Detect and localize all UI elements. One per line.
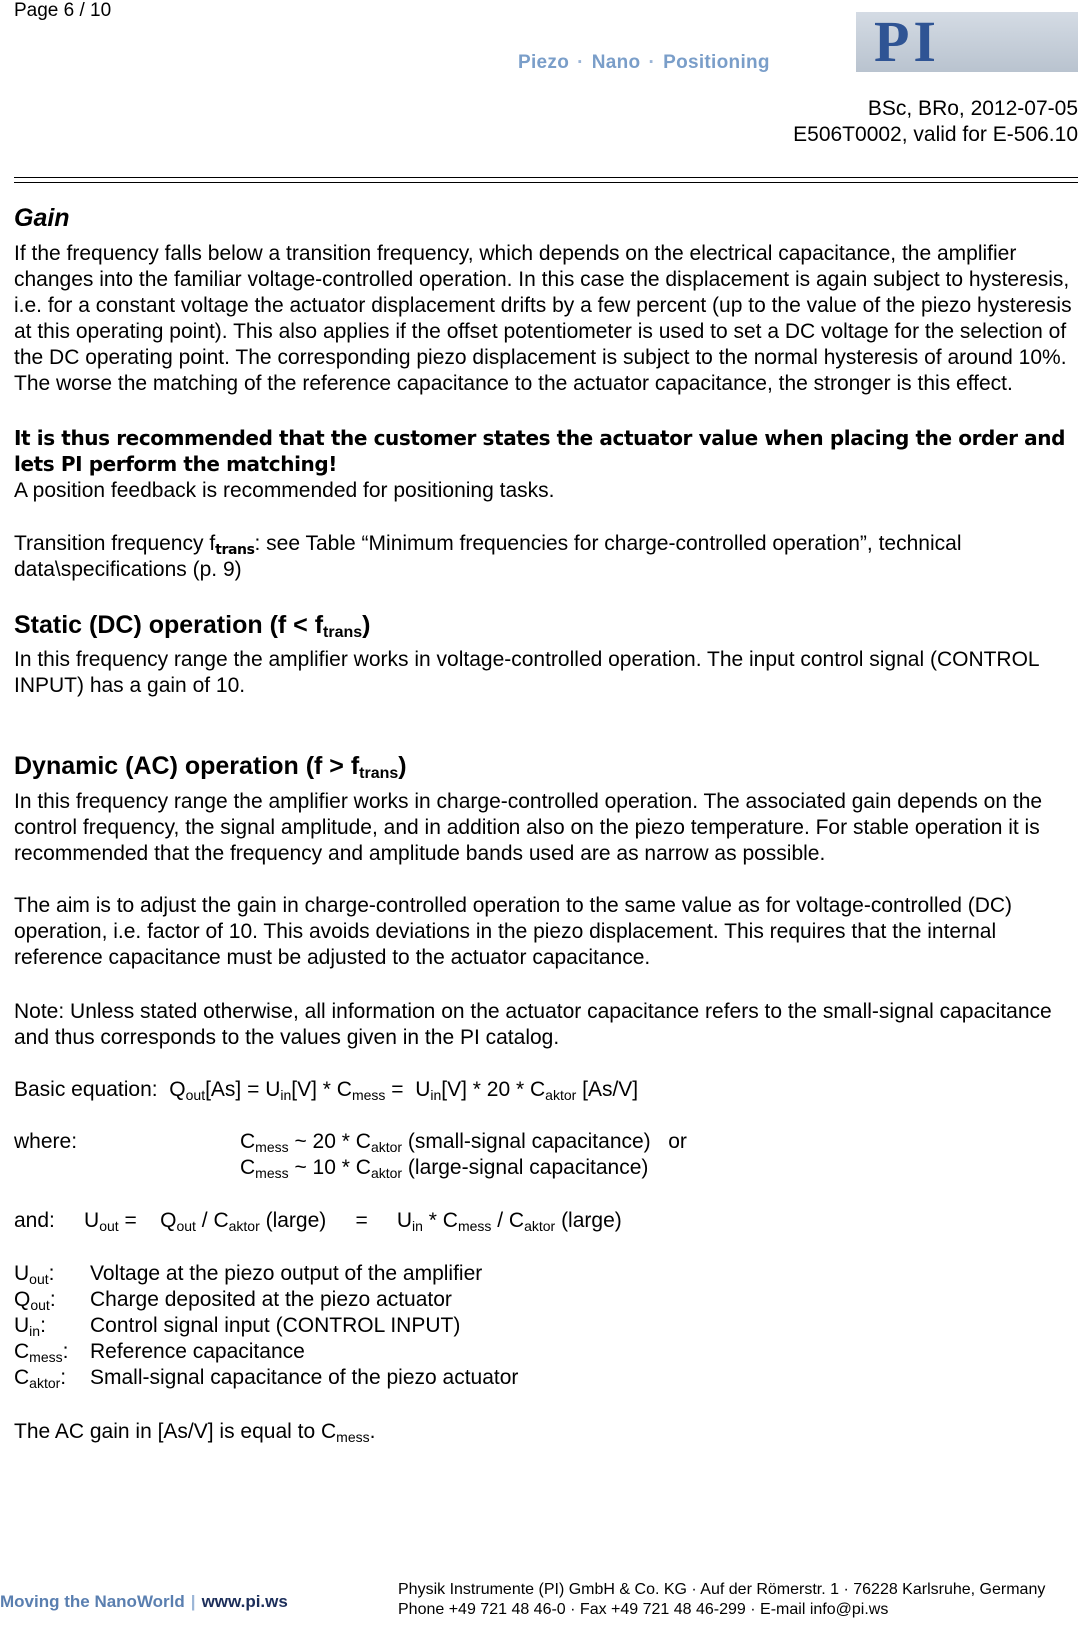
header-rule-top <box>14 177 1078 178</box>
dynamic-paragraph-2: The aim is to adjust the gain in charge-controlled operation to the same value as for voltage-controlled (DC) operation, i.e. factor of 10. This avoids deviations in the piezo displacement. This requires that the internal reference capacitance must be adjusted to the actuator capacitance. <box>14 894 1013 969</box>
static-heading: Static (DC) operation $(f < f_{trans})$ <box>14 611 371 641</box>
static-paragraph: In this frequency range the amplifier works in voltage-controlled operation. The input control signal (CONTROL INPUT) has a gain of 10. <box>14 648 1039 697</box>
footer-company-info <box>398 1580 1045 1620</box>
pi-logo: PI <box>856 12 1078 72</box>
gain-paragraph: If the frequency falls below a transition frequency, which depends on the electrical capacitance, the amplifier changes into the familiar voltage-controlled operation. In this case the displacement is again subject to hysteresis, i.e. for a constant voltage the actuator displacement drifts by a few percent (up to the value of the piezo hysteresis at this operating point). This also applies if the offset potentiometer is used to set a DC voltage for the selection of the DC operating point. The corresponding piezo displacement is subject to the normal hysteresis of around 10%. The worse the matching of the reference capacitance to the actuator capacitance, the stronger is this effect. <box>14 242 1072 395</box>
definition-caktor: $C_{aktor}$: <box>14 1366 67 1391</box>
recommendation-text: It is thus recommended that the customer states the actuator value when placing the order and lets PI perform the matching! <box>14 426 1066 476</box>
definition-uout-desc: Voltage at the piezo output of the amplifier <box>90 1262 483 1285</box>
tagline: Piezo · Nano · Positioning <box>518 52 770 73</box>
definition-uin: $U_{in}$: <box>14 1314 46 1339</box>
dynamic-paragraph-1: In this frequency range the amplifier works in charge-controlled operation. The associated gain depends on the control frequency, the signal amplitude, and in addition also on the piezo temperature. For stable operation it is recommended that the frequency and amplitude bands used are as narrow as possible. <box>14 790 1043 865</box>
page-number: Page 6 / 10 <box>14 0 112 21</box>
footer-slogan-logo: Moving the NanoWorld | www.pi.ws <box>0 1592 288 1611</box>
footer-contact: Phone +49 721 48 46-0 · Fax +49 721 48 46-299 · E-mail info@pi.ws <box>398 1601 889 1618</box>
definition-uin-desc: Control signal input (CONTROL INPUT) <box>90 1314 461 1337</box>
definition-uout: $U_{out}$: <box>14 1262 55 1287</box>
dynamic-heading: Dynamic (AC) operation $(f > f_{trans})$ <box>14 752 407 782</box>
feedback-note: A position feedback is recommended for positioning tasks. <box>14 479 555 502</box>
definition-cmess: $C_{mess}$: <box>14 1340 69 1365</box>
header-document-id: E506T0002, valid for E-506.10 <box>793 123 1078 146</box>
where-equation-large: $C_{mess}$ ~ $10 * C_{aktor}$ (large-signal capacitance) <box>240 1156 649 1181</box>
and-equation: and: $U_{out}$ = $Q_{out} / C_{aktor}$ (large) = $U_{in} * C_{mess} / C_{aktor}$ (large) <box>14 1209 622 1234</box>
definition-caktor-desc: Small-signal capacitance of the piezo actuator <box>90 1366 519 1389</box>
basic-equation: Basic equation: $Q_{out}[As] = U_{in}[V] * C_{mess} = U_{in}[V] * 20 * C_{aktor}$ [As/V] <box>14 1078 639 1103</box>
ac-gain-statement: The AC gain in [As/V] is equal to $C_{mess}$. <box>14 1420 376 1445</box>
where-equation-small: $C_{mess}$ ~ $20 * C_{aktor}$ (small-signal capacitance) or <box>240 1130 687 1155</box>
definition-cmess-desc: Reference capacitance <box>90 1340 305 1363</box>
capacitance-note: Note: Unless stated otherwise, all information on the actuator capacitance refers to the small-signal capacitance and thus corresponds to the values given in the PI catalog. <box>14 1000 1052 1049</box>
gain-heading: Gain <box>14 204 70 232</box>
definition-qout: $Q_{out}$: <box>14 1288 56 1313</box>
header-authors-date: BSc, BRo, 2012-07-05 <box>867 97 1078 120</box>
definition-qout-desc: Charge deposited at the piezo actuator <box>90 1288 452 1311</box>
transition-frequency-text: Transition frequency $f_{trans}$: see Table “Minimum frequencies for charge-controlled operation”, technical data\specifications (p. 9) <box>14 532 962 581</box>
footer-address: Physik Instrumente (PI) GmbH & Co. KG · Auf der Römerstr. 1 · 76228 Karlsruhe, Germany <box>398 1581 1046 1598</box>
header-rule-bottom <box>14 182 1078 183</box>
where-label: where: <box>14 1130 78 1153</box>
